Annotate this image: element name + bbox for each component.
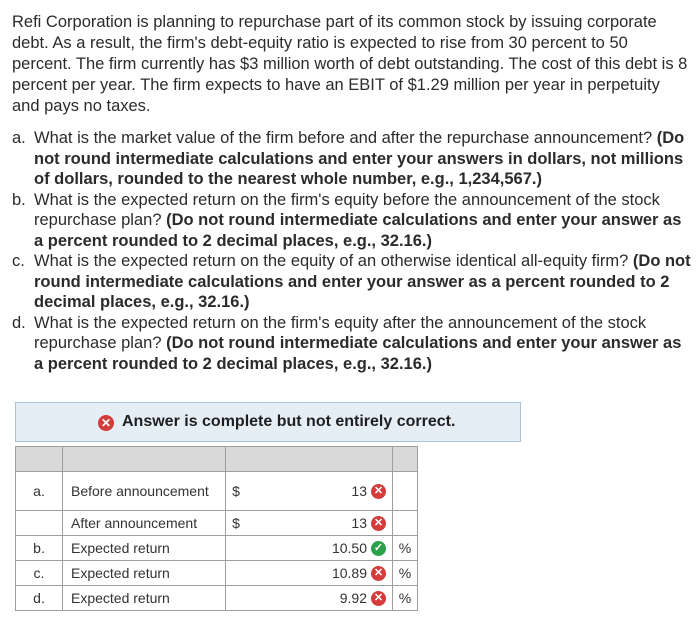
currency-symbol: $ <box>226 472 247 511</box>
answer-cell[interactable] <box>246 472 393 511</box>
answer-value[interactable]: 13 <box>351 515 367 531</box>
question-text: What is the market value of the firm before and after the repurchase announcement? <box>34 129 657 147</box>
row-letter: a. <box>16 472 63 511</box>
answer-value[interactable]: 10.89 <box>331 565 367 581</box>
answer-cell[interactable] <box>246 511 393 536</box>
question-list <box>12 128 692 374</box>
question-instruction: (Do not round intermediate calculations and enter your answer as a percent rounded to 2 decimal places, e.g., 32.16.) <box>34 334 682 373</box>
unit-label: % <box>393 586 418 611</box>
question-c <box>12 251 692 313</box>
question-instruction: (Do not round intermediate calculations and enter your answer as a percent rounded to 2 decimal places, e.g., 32.16.) <box>34 252 691 311</box>
row-label: Expected return <box>71 590 170 606</box>
currency-symbol: $ <box>226 511 247 536</box>
incorrect-icon: ✕ <box>371 516 386 531</box>
table-row <box>16 472 418 511</box>
row-letter: b. <box>16 536 63 561</box>
question-text: What is the expected return on the firm's equity after the announcement of the stock repurchase plan? <box>34 313 647 352</box>
row-letter <box>16 511 63 536</box>
table-row <box>16 586 418 611</box>
incorrect-icon: ✕ <box>371 591 386 606</box>
question-a <box>12 128 692 190</box>
currency-symbol <box>226 586 247 611</box>
question-letter: c. <box>12 252 25 270</box>
table-header-row <box>16 447 418 472</box>
answer-value[interactable]: 10.50 <box>331 540 367 556</box>
unit-label <box>393 511 418 536</box>
question-text: What is the expected return on the firm's equity before the announcement of the stock repurchase plan? <box>34 190 660 229</box>
answer-cell[interactable] <box>246 536 393 561</box>
row-label: After announcement <box>71 515 198 531</box>
unit-label <box>393 472 418 511</box>
incorrect-icon: ✕ <box>371 566 386 581</box>
answer-value[interactable]: 9.92 <box>339 590 367 606</box>
question-letter: b. <box>12 190 26 209</box>
row-label: Before announcement <box>71 483 209 499</box>
question-letter: d. <box>12 313 26 332</box>
unit-label: % <box>393 536 418 561</box>
x-circle-icon: ✕ <box>98 415 114 431</box>
table-row <box>16 561 418 586</box>
answer-cell[interactable] <box>246 561 393 586</box>
answer-status-text: Answer is complete but not entirely correct. <box>122 413 456 430</box>
problem-intro: Refi Corporation is planning to repurchase part of its common stock by issuing corporate debt. As a result, the firm's debt-equity ratio is expected to rise from 30 percent to 50 percent. The firm currently has $3 million worth of debt outstanding. The cost of this debt is 8 percent per year. The firm expects to have an EBIT of $1.29 million per year in perpetuity and pays no taxes. <box>12 13 688 115</box>
question-instruction: (Do not round intermediate calculations and enter your answer as a percent rounded to 2 decimal places, e.g., 32.16.) <box>34 211 682 250</box>
currency-symbol <box>226 561 247 586</box>
unit-label: % <box>393 561 418 586</box>
correct-check-icon: ✓ <box>371 541 386 556</box>
question-b <box>12 190 692 252</box>
question-letter: a. <box>12 129 26 147</box>
answer-cell[interactable] <box>246 586 393 611</box>
table-row <box>16 536 418 561</box>
row-label: Expected return <box>71 540 170 556</box>
answer-value[interactable]: 13 <box>351 483 367 499</box>
currency-symbol <box>226 536 247 561</box>
table-row <box>16 511 418 536</box>
question-text: What is the expected return on the equity of an otherwise identical all-equity firm? <box>34 252 633 270</box>
row-label: Expected return <box>71 565 170 581</box>
question-d <box>12 313 692 375</box>
row-letter: d. <box>16 586 63 611</box>
answer-status-banner <box>15 402 521 442</box>
row-letter: c. <box>16 561 63 586</box>
incorrect-icon: ✕ <box>371 484 386 499</box>
question-instruction: (Do not round intermediate calculations and enter your answers in dollars, not millions of dollars, rounded to the nearest whole number, e.g., 1,234,567.) <box>34 129 685 188</box>
answer-table <box>15 446 418 611</box>
